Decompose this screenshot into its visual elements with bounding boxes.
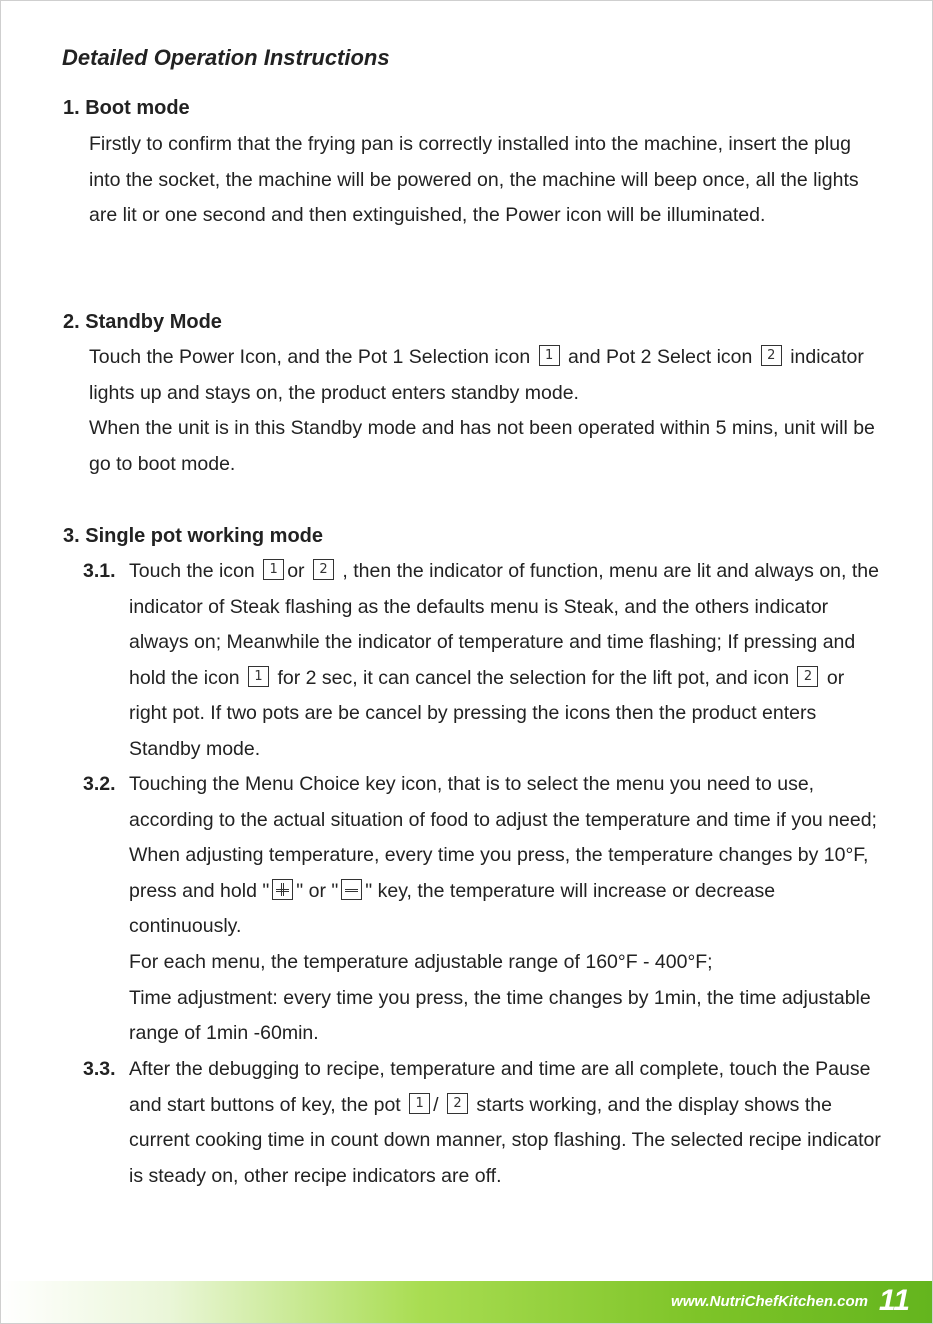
minus-key-icon [341,879,362,900]
standby-text-b: and Pot 2 Select icon [568,346,753,368]
step-3-3-text [129,1052,883,1194]
boot-mode-heading: 1. Boot mode [63,97,190,119]
step-3-2-text-b: " or " [296,879,339,902]
step-3-3-text-b: / [433,1093,439,1116]
step-3-3-text-c: starts working, and the display shows the current cooking time in count down manner, stop flashing. The selected recipe indicator is steady on, other recipe indicators are off. [129,1093,881,1187]
standby-paragraph-2: When the unit is in this Standby mode and has not been operated within 5 mins, unit will be go to boot mode. [89,417,875,475]
step-3-2-temperature-range: For each menu, the temperature adjustable range of 160°F - 400°F; [129,950,713,973]
step-3-2-text-a: Touching the Menu Choice key icon, that is to select the menu you need to use, according to the actual situation of food to adjust the temperature and time if you need; When adjusting temperature, every time you press, the temperature changes by 10°F, press and hold " [129,773,877,902]
step-3-1-text-a: Touch the icon [129,560,255,582]
step-3-2-text-c: " key, the temperature will increase or decrease continuously. [129,879,776,938]
standby-mode-text [89,340,889,482]
step-3-2-text [129,767,883,945]
footer-bar [1,1281,932,1323]
step-3-1-number: 3.1. [83,560,116,582]
pot-2-icon [313,559,334,580]
pot-2-digit: 2 [803,668,813,684]
step-3-3 [83,1052,883,1194]
standby-paragraph-1 [89,340,889,411]
step-3-1 [83,554,883,768]
step-3-1-text-d: for 2 sec, it can cancel the selection for the lift pot, and icon [277,666,790,689]
pot-2-icon [797,666,818,687]
standby-text-a: Touch the Power Icon, and the Pot 1 Selection icon [89,346,531,368]
pot-2-digit: 2 [453,1095,462,1111]
single-pot-heading: 3. Single pot working mode [63,525,324,547]
pot-1-digit: 1 [415,1095,424,1111]
time-adjustment-text: every time you press, the time changes by 1min, the time adjustable range of 1min -60min. [129,986,871,1045]
pot-1-icon [263,559,284,580]
page-title: Detailed Operation Instructions [62,45,390,70]
pot-2-icon [447,1093,468,1114]
step-3-2-number: 3.2. [83,773,116,795]
step-3-1-text [129,554,883,768]
pot-2-digit: 2 [767,348,776,363]
step-3-2 [83,767,883,1052]
pot-1-icon [248,666,269,687]
step-3-1-text-e: or right pot. If two pots are be cancel by pressing the icons then the product enters Standby mode. [129,666,845,760]
pot-1-icon [539,345,560,366]
step-3-1-text-c: , then the indicator of function, menu are lit and always on, the indicator of Steak flashing as the defaults menu is Steak, and the others indicator always on; Meanwhile the indicator of temperature and time flashing; If pressing and hold the icon [129,560,879,689]
pot-1-digit: 1 [544,348,554,363]
pot-2-digit: 2 [319,562,328,577]
pot-1-digit: 1 [254,668,263,684]
standby-text-c: indicator lights up and stays on, the product enters standby mode. [89,346,864,404]
boot-mode-text [89,127,879,234]
step-3-3-number: 3.3. [83,1058,116,1080]
step-3-1-text-b: or [287,560,305,582]
standby-mode-heading: 2. Standby Mode [63,311,222,333]
pot-1-icon [409,1093,430,1114]
pot-1-digit: 1 [269,562,278,577]
time-adjustment-label: Time adjustment: [129,986,278,1009]
page-number: 11 [878,1284,910,1317]
step-3-3-text-a: After the debugging to recipe, temperature and time are all complete, touch the Pause and start buttons of key, the pot [129,1058,871,1116]
website-url: www.NutriChefKitchen.com [671,1293,868,1310]
boot-mode-paragraph: Firstly to confirm that the frying pan is correctly installed into the machine, insert the plug into the socket, the machine will be powered on, the machine will beep once, all the lights are lit or one second and then extinguished, the Power icon will be illuminated. [89,133,859,227]
step-3-2-time-adjustment [129,981,883,1052]
pot-2-icon [761,345,782,366]
plus-key-icon [272,879,293,900]
